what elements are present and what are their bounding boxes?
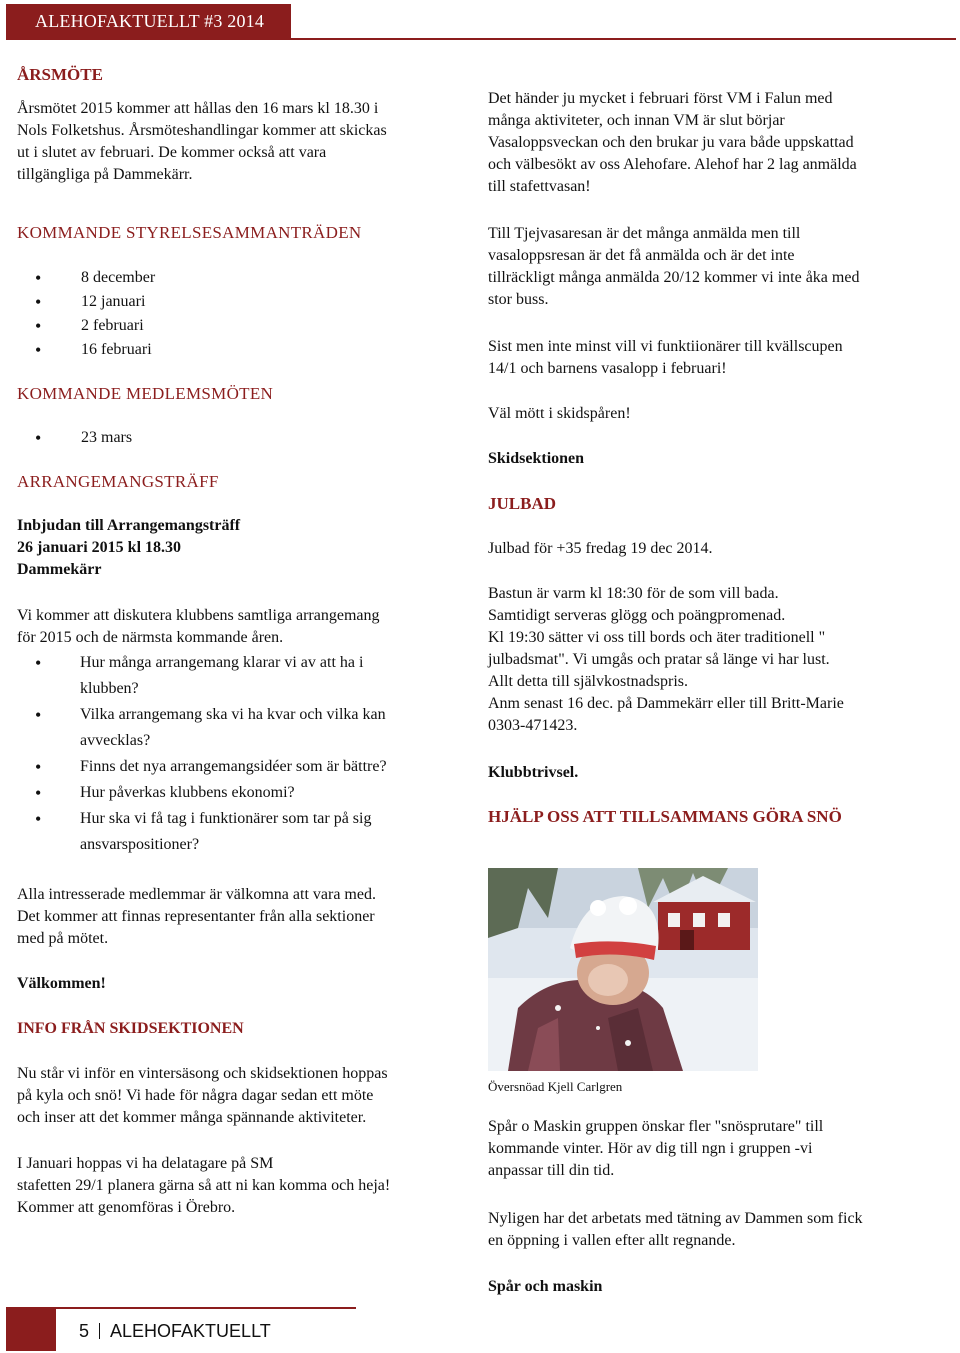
text-line: Bastun är varm kl 18:30 för de som vill bada. — [488, 585, 779, 602]
text-line: I Januari hoppas vi ha delatagare på SM — [17, 1155, 274, 1172]
text-line: Årsmötet 2015 kommer att hållas den 16 mars kl 18.30 i — [17, 100, 379, 117]
footer-separator — [99, 1323, 100, 1339]
text-line: 0303-471423. — [488, 717, 578, 734]
text-line: ut i slutet av februari. De kommer också att vara — [17, 144, 327, 161]
medlem-dates — [17, 426, 317, 450]
julbad-body — [488, 583, 950, 737]
arrang-intro — [17, 605, 487, 649]
right-paragraph-5 — [488, 1116, 950, 1182]
arsmote-text — [17, 98, 487, 186]
list-item — [17, 754, 477, 780]
header-title: ALEHOFAKTUELLT #3 2014 — [35, 11, 265, 31]
text-line: stafetten 29/1 planera gärna så att ni kan komma och heja! — [17, 1177, 391, 1194]
text-line: avvecklas? — [80, 732, 151, 749]
footer-title: ALEHOFAKTUELLT — [110, 1321, 271, 1341]
list-item: • 16 februari — [17, 338, 317, 362]
right-paragraph-1 — [488, 88, 950, 198]
text-line: Nyligen har det arbetats med tätning av Dammen som fick — [488, 1210, 863, 1227]
text-line: Nols Folketshus. Årsmöteshandlingar kommer att skickas — [17, 122, 387, 139]
snow-heading: HJÄLP OSS ATT TILLSAMMANS GÖRA SNÖ — [488, 807, 842, 826]
text-line: ansvarspositioner? — [80, 836, 200, 853]
list-item — [17, 650, 477, 702]
text-line: en öppning i vallen efter allt regnande. — [488, 1232, 736, 1249]
styrelse-dates — [17, 266, 317, 362]
text-line: Allt detta till självkostnadspris. — [488, 673, 688, 690]
right-paragraph-4: Väl mött i skidspåren! — [488, 405, 631, 422]
text-line: många aktiviteter, och innan VM är slut börjar — [488, 112, 785, 129]
text-line: Alla intresserade medlemmar är välkomna att vara med. — [17, 886, 376, 903]
ski-paragraph-2 — [17, 1153, 487, 1219]
text-line: tillräckligt många anmälda 20/12 kommer vi inte åka med — [488, 269, 860, 286]
header-band — [6, 4, 291, 38]
right-paragraph-2 — [488, 223, 950, 311]
list-item: • 2 februari — [17, 314, 317, 338]
header-rule — [6, 38, 956, 40]
text-line: tillgängliga på Dammekärr. — [17, 166, 193, 183]
list-item: • 8 december — [17, 266, 317, 290]
text-line: Till Tjejvasaresan är det många anmälda men till — [488, 225, 801, 242]
welcome-text: Välkommen! — [17, 975, 106, 992]
page-number: 5 — [79, 1321, 90, 1341]
text-line: på kyla och snö! Vi hade för några dagar sedan ett möte — [17, 1087, 374, 1104]
text-line: Det händer ju mycket i februari först VM i Falun med — [488, 90, 833, 107]
text-line: Nu står vi inför en vintersäsong och skidsektionen hoppas — [17, 1065, 388, 1082]
right-paragraph-6 — [488, 1208, 950, 1252]
text-line: och välbesökt av oss Alehofare. Alehof har 2 lag anmälda — [488, 156, 857, 173]
medlem-heading: KOMMANDE MEDLEMSMÖTEN — [17, 384, 274, 403]
ski-heading: INFO FRÅN SKIDSEKTIONEN — [17, 1020, 244, 1037]
text-line: Sist men inte minst vill vi funktiionärer till kvällscupen — [488, 338, 843, 355]
footer — [79, 1320, 271, 1342]
text-line: Vilka arrangemang ska vi ha kvar och vilka kan — [80, 706, 386, 723]
text-line: 26 januari 2015 kl 18.30 — [17, 539, 182, 556]
text-line: stor buss. — [488, 291, 549, 308]
text-line: Dammekärr — [17, 561, 102, 578]
text-line: anpassar till din tid. — [488, 1162, 615, 1179]
text-line: och inser att det kommer många spännande aktiviteter. — [17, 1109, 367, 1126]
arrang-questions — [17, 650, 477, 858]
ski-paragraph-1 — [17, 1063, 487, 1129]
text-line: Vi kommer att diskutera klubbens samtliga arrangemang — [17, 607, 380, 624]
text-line: Hur påverkas klubbens ekonomi? — [80, 784, 295, 801]
arrang-closing — [17, 884, 487, 950]
list-item — [17, 780, 477, 806]
text-line: Finns det nya arrangemangsidéer som är bättre? — [80, 758, 387, 775]
text-line: Hur många arrangemang klarar vi av att ha i — [80, 654, 364, 671]
text-line: till stafettvasan! — [488, 178, 591, 195]
list-item — [17, 806, 477, 858]
photo-caption: Översnöad Kjell Carlgren — [488, 1079, 623, 1094]
arrang-invite — [17, 515, 477, 581]
footer-rule — [56, 1307, 356, 1309]
text-line: för 2015 och de närmsta kommande åren. — [17, 629, 284, 646]
text-line: vasaloppsresan är det få anmälda och är det inte — [488, 247, 795, 264]
text-line: julbadsmat". Vi umgås och pratar så länge vi har lust. — [488, 651, 830, 668]
text-line: med på mötet. — [17, 930, 109, 947]
arsmote-heading: ÅRSMÖTE — [17, 65, 103, 84]
text-line: Spår o Maskin gruppen önskar fler "snösprutare" till — [488, 1118, 824, 1135]
list-item: • 12 januari — [17, 290, 317, 314]
styrelse-heading: KOMMANDE STYRELSESAMMANTRÄDEN — [17, 223, 362, 242]
text-line: Inbjudan till Arrangemangsträff — [17, 517, 241, 534]
spar-signoff: Spår och maskin — [488, 1278, 603, 1295]
text-line: Anm senast 16 dec. på Dammekärr eller till Britt-Marie — [488, 695, 844, 712]
text-line: Kommer att genomföras i Örebro. — [17, 1199, 236, 1216]
julbad-heading: JULBAD — [488, 494, 557, 513]
ski-signoff: Skidsektionen — [488, 450, 585, 467]
text-line: Det kommer att finnas representanter från alla sektioner — [17, 908, 375, 925]
text-line: Kl 19:30 sätter vi oss till bords och äter traditionell " — [488, 629, 826, 646]
text-line: klubben? — [80, 680, 139, 697]
text-line: kommande vinter. Hör av dig till ngn i gruppen -vi — [488, 1140, 813, 1157]
julbad-line1: Julbad för +35 fredag 19 dec 2014. — [488, 540, 713, 557]
text-line: Samtidigt serveras glögg och poängpromenad. — [488, 607, 786, 624]
klubbtrivsel-heading: Klubbtrivsel. — [488, 764, 579, 781]
photo-image — [488, 868, 758, 1071]
arrang-heading: ARRANGEMANGSTRÄFF — [17, 472, 219, 491]
photo-snowy-man — [488, 868, 758, 1071]
footer-band — [6, 1307, 56, 1351]
list-item — [17, 702, 477, 754]
text-line: 14/1 och barnens vasalopp i februari! — [488, 360, 727, 377]
list-item: • 23 mars — [17, 426, 317, 450]
text-line: Vasaloppsveckan och den brukar ju vara både uppskattad — [488, 134, 854, 151]
right-paragraph-3 — [488, 336, 950, 380]
text-line: Hur ska vi få tag i funktionärer som tar på sig — [80, 810, 372, 827]
